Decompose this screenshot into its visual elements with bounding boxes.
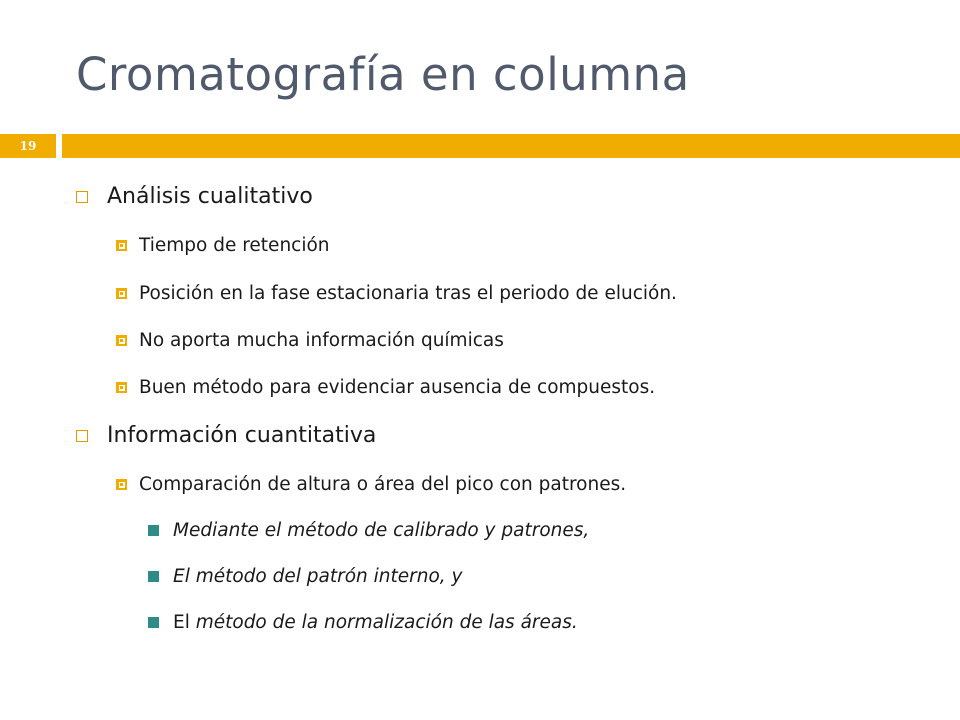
slide-title: Cromatografía en columna [76, 48, 690, 101]
bullet-text: método de la normalización de las áreas. [195, 612, 578, 633]
bullet-no-aporta [116, 330, 504, 351]
bullet-text: Tiempo de retención [139, 235, 330, 256]
bullet-text: Posición en la fase estacionaria tras el periodo de elución. [139, 283, 677, 304]
square-bullet-icon [116, 288, 127, 299]
square-bullet-icon [116, 479, 127, 490]
bullet-informacion-cuantitativa [76, 423, 376, 448]
bullet-text-prefix: El [173, 612, 196, 633]
hollow-square-bullet-icon [76, 191, 88, 203]
bullet-text: Comparación de altura o área del pico con patrones. [139, 474, 627, 495]
slide-number: 19 [19, 139, 37, 153]
square-bullet-icon [116, 382, 127, 393]
square-bullet-icon [116, 335, 127, 346]
bullet-text: No aporta mucha información químicas [139, 330, 504, 351]
bullet-comparacion [116, 474, 626, 495]
slide-number-badge [0, 134, 56, 158]
bullet-mediante-calibrado [148, 520, 589, 541]
filled-square-bullet-icon [148, 617, 159, 628]
filled-square-bullet-icon [148, 525, 159, 536]
hollow-square-bullet-icon [76, 430, 88, 442]
bullet-text: El método del patrón interno, y [173, 566, 463, 587]
square-bullet-icon [116, 240, 127, 251]
bullet-analisis-cualitativo [76, 184, 313, 209]
accent-bar [62, 134, 960, 158]
section-heading: Análisis cualitativo [107, 184, 313, 209]
bullet-text: Buen método para evidenciar ausencia de compuestos. [139, 377, 656, 398]
bullet-normalizacion-areas [148, 612, 578, 633]
bullet-patron-interno [148, 566, 463, 587]
bullet-buen-metodo [116, 377, 655, 398]
filled-square-bullet-icon [148, 571, 159, 582]
bullet-text: Mediante el método de calibrado y patrones, [173, 520, 590, 541]
bullet-tiempo-retencion [116, 235, 330, 256]
section-heading: Información cuantitativa [107, 423, 377, 448]
bullet-posicion-fase [116, 283, 677, 304]
